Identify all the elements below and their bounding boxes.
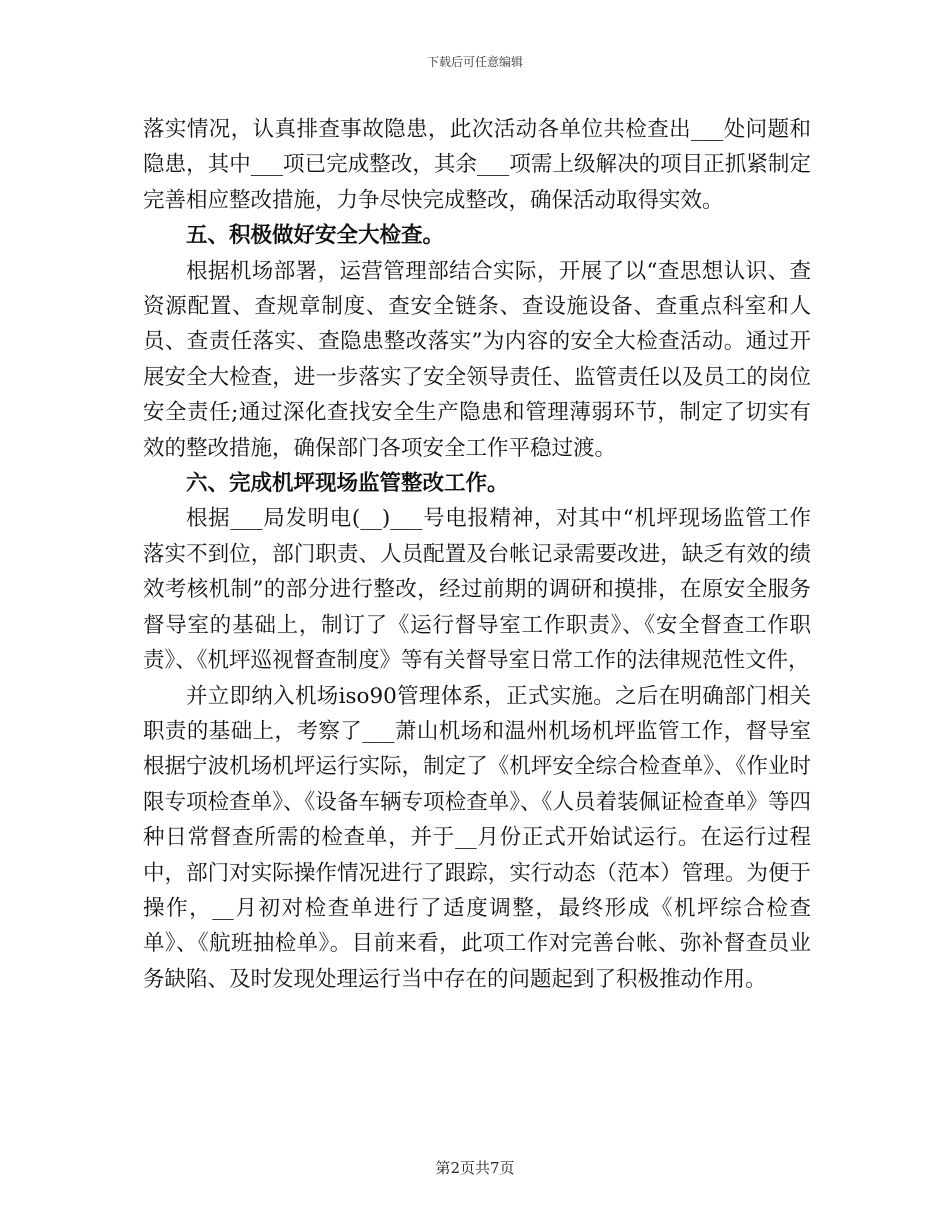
paragraph: 落实情况，认真排查事故隐患，此次活动各单位共检查出___处问题和隐患，其中___项已完成整改，其余___项需上级解决的项目正抓紧制定完善相应整改措施，力争尽快完成整改，确保活动取得实效。 — [143, 117, 811, 213]
page-footer: 第2页共7页 — [435, 1159, 515, 1177]
section-heading: 六、完成机坪现场监管整改工作。 — [186, 471, 509, 497]
page-header: 下载后可任意编辑 — [426, 55, 523, 69]
paragraph: 根据___局发明电(__)___号电报精神，对其中“机坪现场监管工作落实不到位，部门职责、人员配置及台帐记录需要改进，缺乏有效的绩效考核机制”的部分进行整改，经过前期的调研和摸排，在原安全服务督导室的基础上，制订了《运行督导室工作职责》、《安全督查工作职责》、《机坪巡视督查制度》等有关督导室日常工作的法律规范性文件， — [143, 506, 811, 674]
section-heading: 五、积极做好安全大检查。 — [186, 223, 445, 249]
paragraph: 根据机场部署，运营管理部结合实际，开展了以“查思想认识、查资源配置、查规章制度、查安全链条、查设施设备、查重点科室和人员、查责任落实、查隐患整改落实”为内容的安全大检查活动。通过开展安全大检查，进一步落实了安全领导责任、监管责任以及员工的岗位安全责任;通过深化查找安全生产隐患和管理薄弱环节，制定了切实有效的整改措施，确保部门各项安全工作平稳过渡。 — [143, 258, 811, 461]
paragraph: 并立即纳入机场iso90管理体系，正式实施。之后在明确部门相关职责的基础上，考察了___萧山机场和温州机场机坪监管工作，督导室根据宁波机场机坪运行实际，制定了《机坪安全综合检查单》、《作业时限专项检查单》、《设备车辆专项检查单》、《人员着装佩证检查单》等四种日常督查所需的检查单，并于__月份正式开始试运行。在运行过程中，部门对实际操作情况进行了跟踪，实行动态（范本）管理。为便于操作，__月初对检查单进行了适度调整，最终形成《机坪综合检查单》、《航班抽检单》。目前来看，此项工作对完善台帐、弥补督查员业务缺陷、及时发现处理运行当中存在的问题起到了积极推动作用。 — [143, 683, 811, 992]
document-body — [143, 112, 811, 997]
